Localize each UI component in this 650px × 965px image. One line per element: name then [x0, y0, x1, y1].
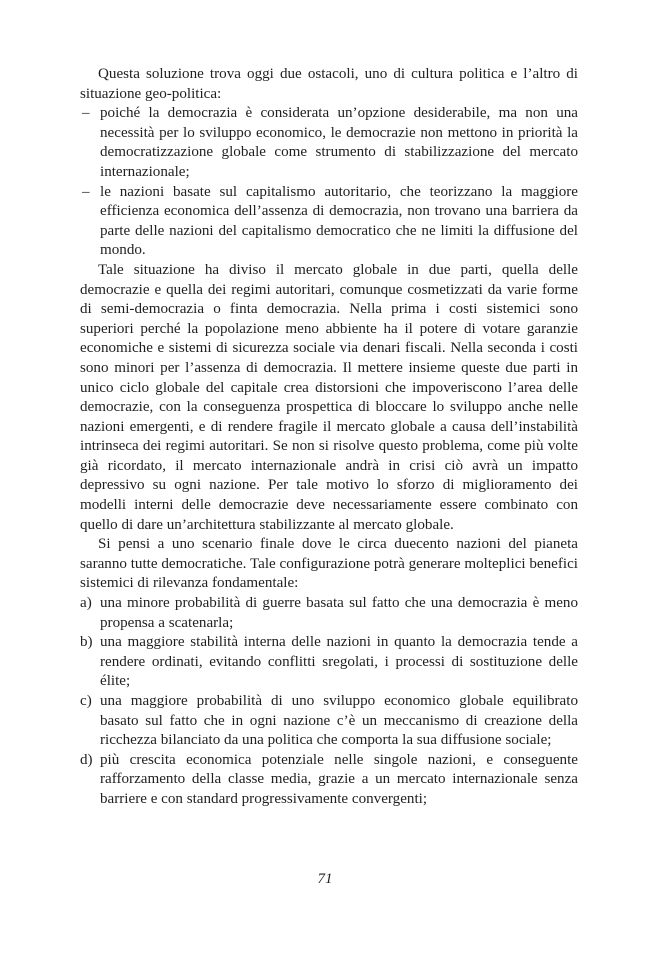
scenario-paragraph: Si pensi a uno scenario finale dove le circa duecento nazioni del pianeta saranno tutte democratiche. Tale configurazione potrà generare molteplici benefici sistemici di rilevanza fondamentale: — [80, 536, 578, 592]
list-item-text: una maggiore stabilità interna delle nazioni in quanto la democrazia tende a rendere ordinati, evitando conflitti sregolati, i processi di sostituzione delle élite; — [100, 634, 578, 690]
list-item — [80, 692, 578, 751]
body-text — [80, 65, 578, 810]
list-item-text: le nazioni basate sul capitalismo autoritario, che teorizzano la maggiore efficienza economica dell’assenza di democrazia, non trovano una barriera da parte delle nazioni del capitalismo democratico che ne limiti la diffusione del mondo. — [100, 183, 578, 259]
letter-marker: d) — [80, 751, 93, 768]
list-item-text: più crescita economica potenziale nelle singole nazioni, e conseguente rafforzamento della classe media, grazie a un mercato internazionale senza barriere e con standard progressivamente convergenti; — [100, 751, 578, 807]
list-item — [80, 104, 578, 182]
list-item — [80, 751, 578, 810]
letter-marker: b) — [80, 634, 93, 651]
list-item — [80, 633, 578, 692]
letter-marker: a) — [80, 595, 92, 612]
dash-marker: – — [82, 183, 90, 200]
lettered-list — [80, 594, 578, 810]
dash-marker: – — [82, 105, 90, 122]
list-item — [80, 183, 578, 261]
page-number: 71 — [317, 871, 333, 887]
intro-paragraph: Questa soluzione trova oggi due ostacoli, uno di cultura politica e l’altro di situazione geo-politica: — [80, 66, 578, 102]
list-item-text: una maggiore probabilità di uno sviluppo economico globale equilibrato basato sul fatto che in ogni nazione c’è un meccanismo di creazione della ricchezza bilanciato da una politica che comporta la sua diffusione sociale; — [100, 693, 578, 749]
market-paragraph: Tale situazione ha diviso il mercato globale in due parti, quella delle democrazie e quella dei regimi autoritari, comunque cosmetizzati da varie forme di semi-democrazia o finta democrazia. Nella prima i costi sistemici sono superiori perché la popolazione meno abbiente ha il potere di votare garanzie economiche e sistemi di sicurezza sociale via denari fiscali. Nella seconda i costi sono minori per l’assenza di democrazia. Il mettere insieme queste due parti in unico ciclo globale del capitale crea distorsioni che impoveriscono l’area delle democrazie, con la conseguenza prospettica di bloccare lo sviluppo anche nelle nazioni emergenti, e di rendere fragile il mercato globale a causa dell’instabilità intrinseca dei regimi autoritari. Se non si risolve questo problema, come più volte già ricordato, il mercato internazionale andrà in crisi ciò avrà un impatto depressivo su ogni nazione. Per tale motivo lo sforzo di miglioramento dei modelli interni delle democrazie deve necessariamente essere combinato con quello di dare un’architettura stabilizzante al mercato globale. — [80, 261, 578, 533]
list-item-text: poiché la democrazia è considerata un’opzione desiderabile, ma non una necessità per lo sviluppo economico, le democrazie non mettono in priorità la democratizzazione globale come strumento di stabilizzazione del mercato internazionale; — [100, 105, 578, 180]
list-item — [80, 594, 578, 633]
dash-list — [80, 104, 578, 261]
letter-marker: c) — [80, 693, 92, 709]
list-item-text: una minore probabilità di guerre basata sul fatto che una democrazia è meno propensa a scatenarla; — [100, 595, 578, 631]
